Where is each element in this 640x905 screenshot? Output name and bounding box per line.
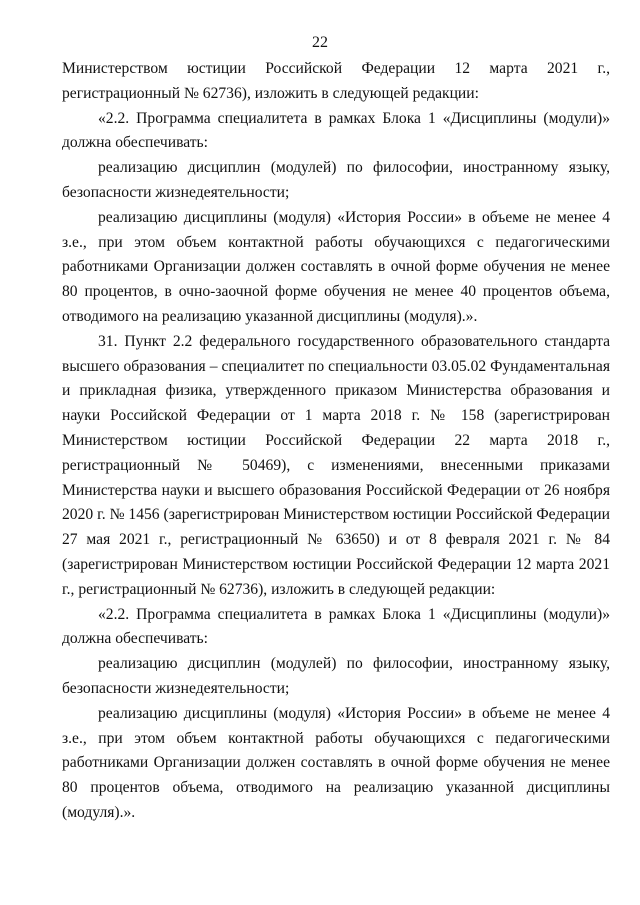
paragraph-continuation: Министерством юстиции Российской Федерации 12 марта 2021 г., регистрационный № 62736), изложить в следующей редакции:	[62, 60, 610, 102]
paragraph-history-2: реализацию дисциплины (модуля) «История России» в объеме не менее 4 з.е., при этом объем контактной работы обучающихся с педагогическими работниками Организации должен составлять в очной форме обучения не менее 80 процентов объема, отводимого на реализацию указанной дисциплины (модуля).».	[62, 704, 610, 821]
paragraph-item-31: 31. Пункт 2.2 федерального государственного образовательного стандарта высшего образования – специалитет по специальности 03.05.02 Фундаментальная и прикладная физика, утвержденного приказом Министерства образования и науки Российской Федерации от 1 марта 2018 г. № 158 (зарегистрирован Министерством юстиции Российской Федерации 22 марта 2018 г., регистрационный № 50469), с изменениями, внесенными приказами Министерства науки и высшего образования Российской Федерации от 26 ноября 2020 г. № 1456 (зарегистрирован Министерством юстиции Российской Федерации 27 мая 2021 г., регистрационный № 63650) и от 8 февраля 2021 г. № 84 (зарегистрирован Министерством юстиции Российской Федерации 12 марта 2021 г., регистрационный № 62736), изложить в следующей редакции:	[62, 332, 610, 598]
paragraph-program-intro-2: «2.2. Программа специалитета в рамках Блока 1 «Дисциплины (модули)» должна обеспечивать:	[62, 605, 610, 648]
paragraph-program-intro: «2.2. Программа специалитета в рамках Блока 1 «Дисциплины (модули)» должна обеспечивать:	[62, 109, 610, 152]
paragraph-disciplines-2: реализацию дисциплин (модулей) по философии, иностранному языку, безопасности жизнедеятельности;	[62, 655, 610, 697]
paragraph-disciplines: реализацию дисциплин (модулей) по философии, иностранному языку, безопасности жизнедеятельности;	[62, 159, 610, 201]
paragraph-history: реализацию дисциплины (модуля) «История России» в объеме не менее 4 з.е., при этом объем контактной работы обучающихся с педагогическими работниками Организации должен составлять в очной форме обучения не менее 80 процентов, в очно-заочной форме обучения не менее 40 процентов объема, отводимого на реализацию указанной дисциплины (модуля).».	[62, 208, 610, 325]
document-body	[62, 57, 610, 826]
page-number: 22	[312, 34, 328, 51]
